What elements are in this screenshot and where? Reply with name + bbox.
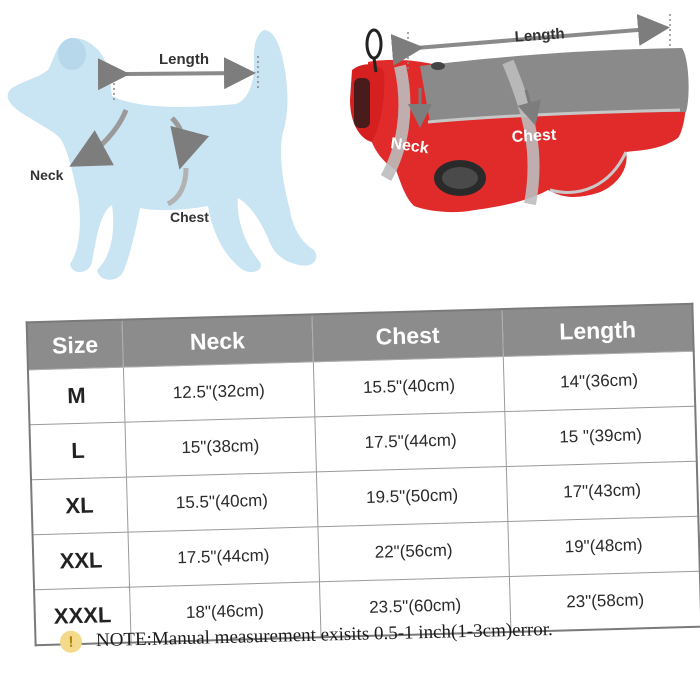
size-chart [26,303,700,647]
note-text: NOTE:Manual measurement exisits 0.5-1 inch(1-3cm)error. [95,618,554,652]
coat-chest-label: Chest [511,126,557,146]
chest-cell: 22"(56cm) [318,521,510,581]
header-neck: Neck [122,314,314,367]
dog-length-indicator [114,51,258,100]
length-cell: 23"(58cm) [510,571,700,632]
neck-cell: 17.5"(44cm) [128,527,320,587]
dog-neck-label: Neck [30,167,64,183]
size-cell: XXL [33,532,129,590]
chest-cell: 17.5"(44cm) [315,411,507,471]
chest-cell: 15.5"(40cm) [313,357,505,417]
dog-chest-label: Chest [170,209,209,225]
exclamation-icon: ! [60,630,83,653]
dog-coat-product [350,30,689,212]
neck-cell: 18"(46cm) [129,581,321,642]
size-chart-table [26,303,700,647]
header-length: Length [502,304,694,357]
chest-cell: 19.5"(50cm) [316,466,508,526]
coat-neck-label: Neck [389,135,430,158]
header-chest: Chest [312,309,504,362]
illustration-canvas [0,0,700,300]
chest-cell: 23.5"(60cm) [319,576,511,637]
neck-cell: 15.5"(40cm) [126,472,318,532]
length-cell: 19"(48cm) [508,516,700,576]
size-cell: XXXL [34,587,131,646]
measurement-illustrations [0,0,700,300]
length-cell: 15 "(39cm) [505,406,697,466]
neck-cell: 15"(38cm) [124,417,316,477]
length-cell: 17"(43cm) [506,461,698,521]
size-cell: XL [31,477,127,535]
size-cell: M [28,367,124,425]
size-cell: L [29,422,125,480]
coat-length-label: Length [514,25,566,46]
header-size: Size [27,320,123,370]
length-cell: 14"(36cm) [503,351,695,411]
neck-cell: 12.5"(32cm) [123,362,315,422]
dog-length-label: Length [159,51,209,68]
